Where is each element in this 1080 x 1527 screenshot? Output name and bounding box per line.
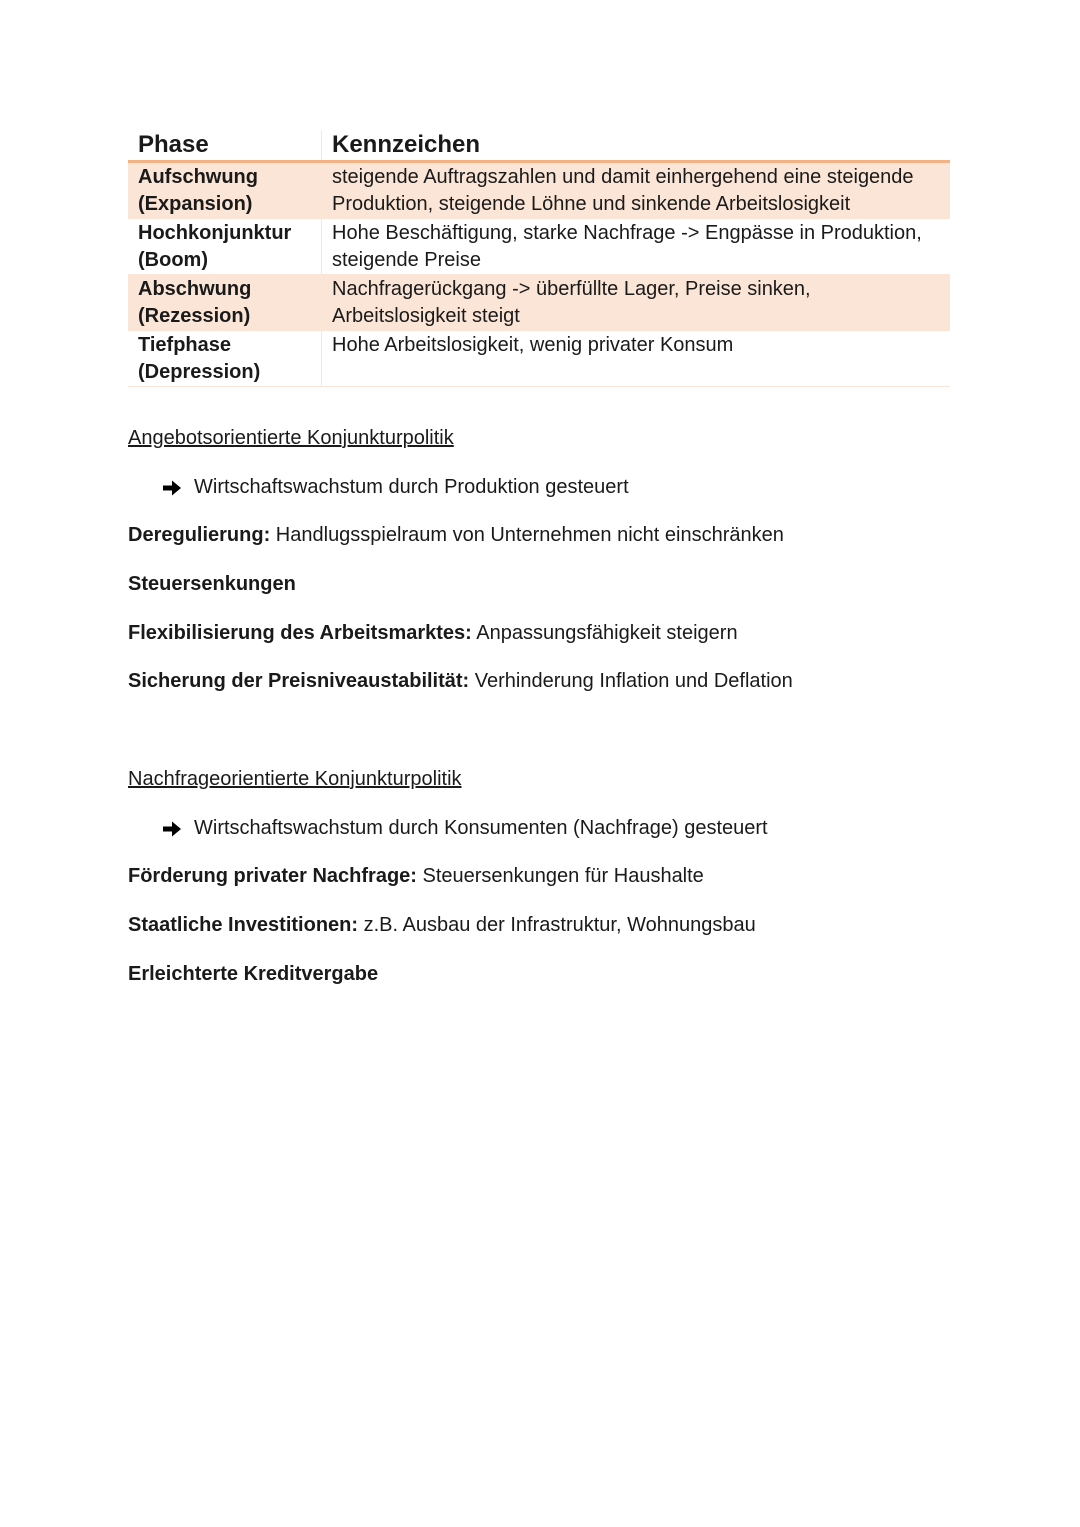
description-line: steigende Preise bbox=[332, 249, 481, 271]
table-row bbox=[128, 331, 950, 387]
table-row bbox=[128, 162, 950, 219]
header-phase: Phase bbox=[128, 130, 322, 162]
phase-name: Abschwung bbox=[138, 278, 252, 300]
table-header-row bbox=[128, 130, 950, 162]
phase-name: Tiefphase bbox=[138, 334, 231, 356]
demand-item bbox=[128, 865, 704, 888]
description-cell bbox=[322, 275, 951, 331]
item-term: Steuersenkungen bbox=[128, 573, 296, 595]
description-cell bbox=[322, 331, 951, 387]
description-line: Arbeitslosigkeit steigt bbox=[332, 305, 520, 327]
description-line: Produktion, steigende Löhne und sinkende Arbeitslosigkeit bbox=[332, 193, 851, 215]
item-term: Staatliche Investitionen: bbox=[128, 914, 359, 936]
table-row bbox=[128, 219, 950, 275]
demand-summary bbox=[162, 817, 768, 840]
phase-alt-name: (Depression) bbox=[138, 361, 261, 383]
phase-cell bbox=[128, 162, 322, 219]
phase-alt-name: (Rezession) bbox=[138, 305, 251, 327]
item-text: Anpassungsfähigkeit steigern bbox=[471, 622, 738, 644]
demand-item bbox=[128, 963, 378, 986]
description-line bbox=[332, 359, 940, 386]
description-cell bbox=[322, 162, 951, 219]
item-text: Handlugsspielraum von Unternehmen nicht einschränken bbox=[270, 524, 784, 546]
table-row bbox=[128, 275, 950, 331]
supply-item bbox=[128, 670, 793, 693]
phase-alt-name: (Boom) bbox=[138, 249, 208, 271]
item-text: Verhinderung Inflation und Deflation bbox=[469, 670, 793, 692]
phase-name: Aufschwung bbox=[138, 166, 258, 188]
supply-summary-text: Wirtschaftswachstum durch Produktion gesteuert bbox=[194, 476, 629, 498]
arrow-right-icon bbox=[162, 820, 182, 838]
section-title-demand: Nachfrageorientierte Konjunkturpolitik bbox=[128, 768, 462, 790]
section-title-supply: Angebotsorientierte Konjunkturpolitik bbox=[128, 427, 454, 449]
description-line: Hohe Beschäftigung, starke Nachfrage -> Engpässe in Produktion, bbox=[332, 222, 922, 244]
item-term: Flexibilisierung des Arbeitsmarktes: bbox=[128, 622, 472, 644]
supply-summary bbox=[162, 476, 629, 499]
description-line: steigende Auftragszahlen und damit einhergehend eine steigende bbox=[332, 166, 914, 188]
phase-cell bbox=[128, 275, 322, 331]
phase-table bbox=[128, 130, 950, 387]
item-term: Deregulierung: bbox=[128, 524, 271, 546]
description-cell bbox=[322, 219, 951, 275]
item-term: Förderung privater Nachfrage: bbox=[128, 865, 417, 887]
phase-alt-name: (Expansion) bbox=[138, 193, 253, 215]
item-text: z.B. Ausbau der Infrastruktur, Wohnungsbau bbox=[358, 914, 756, 936]
item-term: Erleichterte Kreditvergabe bbox=[128, 963, 379, 985]
phase-cell bbox=[128, 331, 322, 387]
description-line: Hohe Arbeitslosigkeit, wenig privater Konsum bbox=[332, 334, 734, 356]
phase-name: Hochkonjunktur bbox=[138, 222, 292, 244]
supply-item bbox=[128, 573, 296, 596]
item-text: Steuersenkungen für Haushalte bbox=[416, 865, 704, 887]
supply-item bbox=[128, 622, 738, 645]
demand-summary-text: Wirtschaftswachstum durch Konsumenten (Nachfrage) gesteuert bbox=[194, 817, 768, 839]
phase-cell bbox=[128, 219, 322, 275]
supply-item bbox=[128, 524, 784, 547]
header-kennzeichen: Kennzeichen bbox=[322, 130, 951, 162]
arrow-right-icon bbox=[162, 479, 182, 497]
description-line: Nachfragerückgang -> überfüllte Lager, Preise sinken, bbox=[332, 278, 811, 300]
demand-item bbox=[128, 914, 756, 937]
item-term: Sicherung der Preisniveaustabilität: bbox=[128, 670, 470, 692]
